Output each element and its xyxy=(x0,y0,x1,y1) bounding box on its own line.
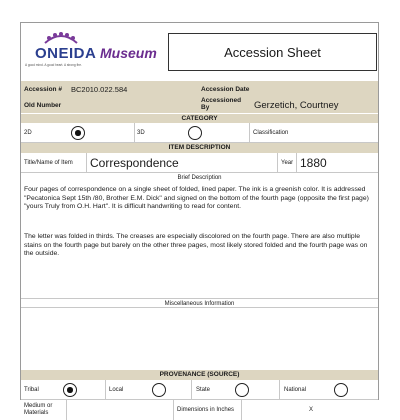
option-3d-label: 3D xyxy=(137,130,145,136)
tribal-label: Tribal xyxy=(24,387,39,393)
local-radio[interactable] xyxy=(152,383,166,397)
brief-description-body[interactable] xyxy=(21,183,378,298)
dimensions-separator: X xyxy=(309,407,314,413)
option-2d-label: 2D xyxy=(24,130,32,136)
misc-info-label: Miscellaneous Information xyxy=(164,301,235,307)
museum-label: Museum xyxy=(100,45,157,61)
accession-number-value[interactable]: BC2010.022.584 xyxy=(71,85,128,94)
sheet-title-box xyxy=(168,33,377,71)
brief-description-paragraph-1: Four pages of correspondence on a single sheet of folded, lined paper. The ink is a greenish color. It is addressed "Pecatonica Sept 15th /80, Brother E.M. Dick" and signed on the bottom of the fourth page (opposite the first page) "yours Truly from O.H. Hart". It is difficult handwriting to read for content. xyxy=(24,186,369,211)
tribal-radio[interactable] xyxy=(63,383,77,397)
item-description-title: ITEM DESCRIPTION xyxy=(168,144,231,151)
title-label: Title/Name of Item xyxy=(24,160,73,166)
accession-sheet xyxy=(20,22,379,416)
local-label: Local xyxy=(109,387,124,393)
old-number-label: Old Number xyxy=(24,102,62,109)
category-row xyxy=(21,123,378,143)
year-value[interactable]: 1880 xyxy=(300,156,327,170)
category-header xyxy=(21,113,378,123)
provenance-title: PROVENANCE (SOURCE) xyxy=(159,371,240,378)
brief-description-paragraph-2: The letter was folded in thirds. The creases are especially discolored on the fourth page. There are also multiple stains on the fourth page but barely on the other three pages, most likely stored folded and the fourth page was on the outside. xyxy=(24,233,368,258)
sheet-title: Accession Sheet xyxy=(224,45,321,60)
sheet-header xyxy=(21,23,378,81)
provenance-header xyxy=(21,370,378,380)
national-radio[interactable] xyxy=(334,383,348,397)
year-label: Year xyxy=(281,160,294,166)
logo-text: ONEIDA xyxy=(35,45,97,62)
state-label: State xyxy=(196,387,211,393)
brief-description-label: Brief Description xyxy=(177,175,222,181)
provenance-row xyxy=(21,380,378,400)
state-radio[interactable] xyxy=(235,383,249,397)
accessioned-by-label: Accessioned By xyxy=(201,97,242,111)
misc-info-body[interactable] xyxy=(21,308,378,370)
logo-tagline: A good mind. A good heart. A strong fire. xyxy=(25,63,82,67)
option-3d-radio[interactable] xyxy=(188,126,202,140)
misc-info-header xyxy=(21,298,378,308)
medium-label: Medium or Materials xyxy=(24,403,53,416)
title-row xyxy=(21,153,378,173)
medium-dimensions-row xyxy=(21,400,378,420)
accession-number-label: Accession # xyxy=(24,86,62,93)
brief-description-header xyxy=(21,173,378,183)
accession-date-label: Accession Date xyxy=(201,86,250,93)
dimensions-label: Dimensions in Inches xyxy=(177,407,235,413)
accessioned-by-value[interactable]: Gerzetich, Courtney xyxy=(254,100,339,111)
national-label: National xyxy=(284,387,307,393)
classification-label: Classification xyxy=(253,130,289,136)
option-2d-radio[interactable] xyxy=(71,126,85,140)
record-info xyxy=(21,81,378,113)
item-description-header xyxy=(21,143,378,153)
category-title: CATEGORY xyxy=(181,115,218,122)
title-value[interactable]: Correspondence xyxy=(90,156,179,170)
oneida-logo xyxy=(25,29,97,77)
